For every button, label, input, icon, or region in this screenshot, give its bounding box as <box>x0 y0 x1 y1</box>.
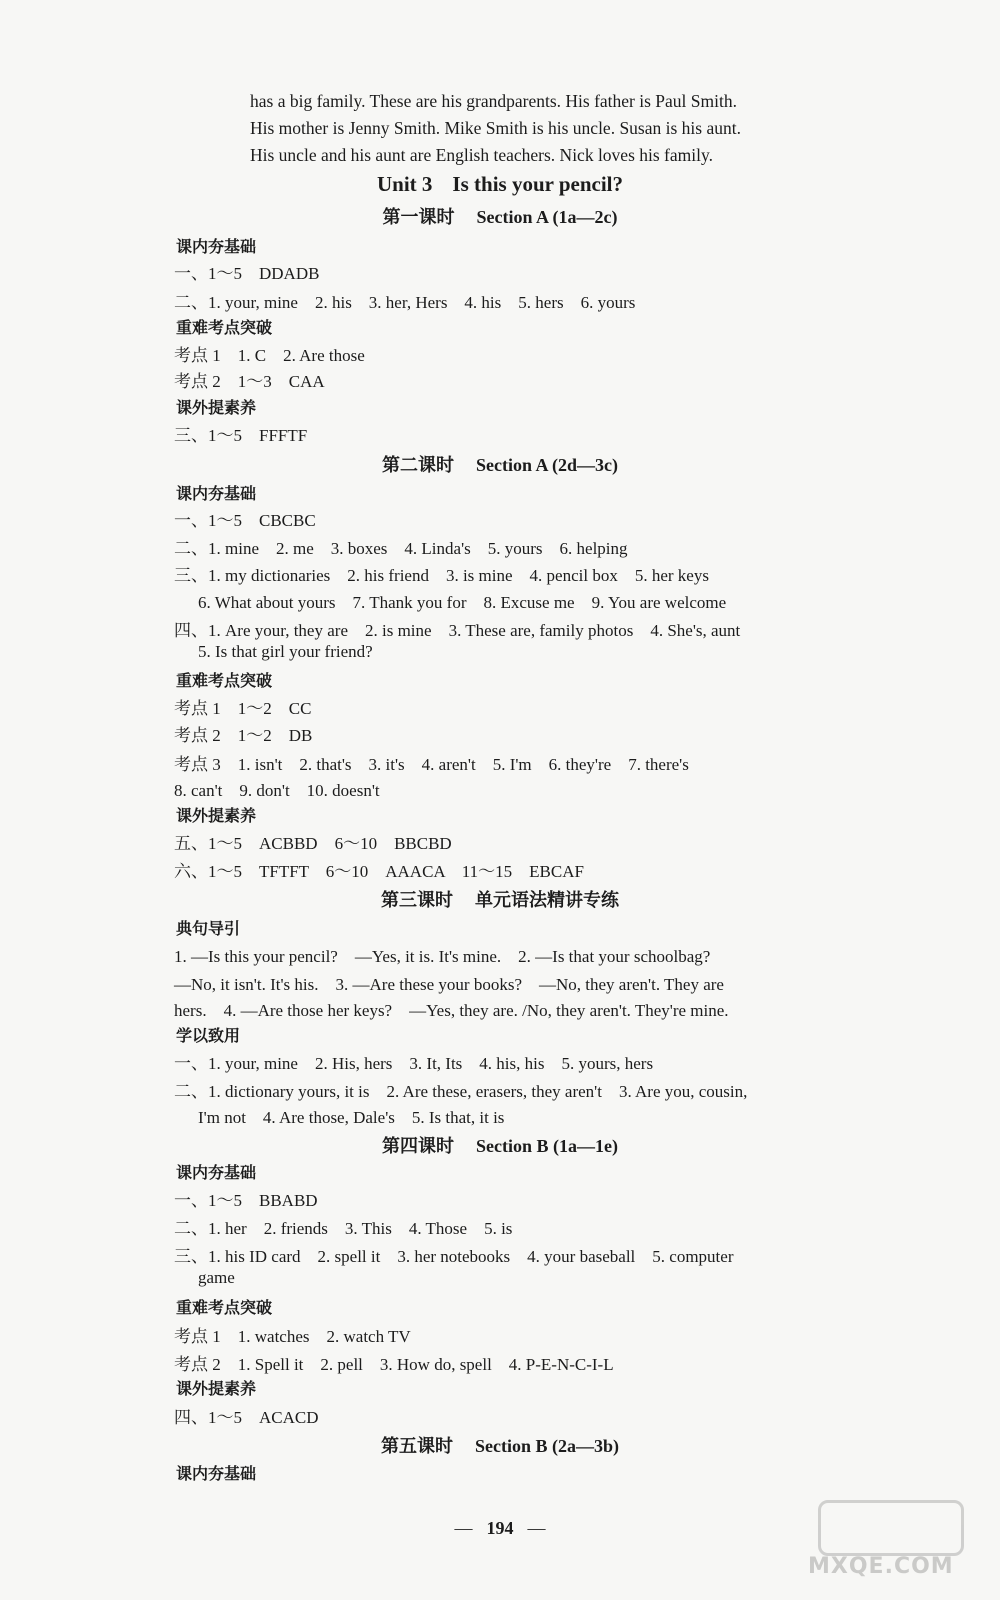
lesson-heading <box>0 1432 1000 1458</box>
lesson-title: Section B (1a—1e) <box>476 1136 618 1156</box>
unit-title <box>0 172 1000 197</box>
section-heading: 课外提素养 <box>176 806 257 825</box>
lesson-heading <box>0 1132 1000 1158</box>
section-heading: 课内夯基础 <box>176 1464 257 1483</box>
watermark-badge-icon <box>818 1500 964 1556</box>
answer-line: 考点 1 1. C 2. Are those <box>174 346 365 365</box>
lesson-heading <box>0 203 1000 229</box>
answer-line: 一、1～5 CBCBC <box>174 511 316 530</box>
section-heading: 课外提素养 <box>176 1379 257 1398</box>
section-heading: 课内夯基础 <box>176 484 257 503</box>
intro-paragraph <box>250 88 830 169</box>
section-heading: 学以致用 <box>176 1026 241 1045</box>
answer-line: 六、1～5 TFTFT 6～10 AAACA 11～15 EBCAF <box>174 862 584 881</box>
answer-line: 6. What about yours 7. Thank you for 8. Excuse me 9. You are welcome <box>198 593 727 612</box>
answer-line: 考点 2 1～3 CAA <box>174 372 325 391</box>
lesson-title: 单元语法精讲专练 <box>475 890 619 910</box>
page-number: — 194 — <box>454 1518 546 1538</box>
answer-line: 8. can't 9. don't 10. doesn't <box>174 781 380 800</box>
page-number-value: 194 <box>486 1518 514 1538</box>
answer-line: 一、1～5 BBABD <box>174 1191 318 1210</box>
lesson-heading <box>0 886 1000 912</box>
section-heading: 重难考点突破 <box>176 1298 273 1317</box>
answer-line: 考点 1 1～2 CC <box>174 699 312 718</box>
intro-line: His mother is Jenny Smith. Mike Smith is his uncle. Susan is his aunt. <box>250 118 741 138</box>
lesson-heading <box>0 451 1000 477</box>
section-heading: 重难考点突破 <box>176 671 273 690</box>
answer-line: 二、1. dictionary yours, it is 2. Are these, erasers, they aren't 3. Are you, cousin, <box>174 1082 748 1101</box>
lesson-tag: 第四课时 <box>382 1136 454 1156</box>
section-heading: 重难考点突破 <box>176 318 273 337</box>
lesson-tag: 第二课时 <box>382 455 454 475</box>
answer-line: hers. 4. —Are those her keys? —Yes, they are. /No, they aren't. They're mine. <box>174 1001 729 1020</box>
answer-line: 一、1. your, mine 2. His, hers 3. It, Its 4. his, his 5. yours, hers <box>174 1054 654 1073</box>
watermark-logo <box>798 1500 978 1590</box>
answer-line: 三、1～5 FFFTF <box>174 426 308 445</box>
answer-line: 考点 1 1. watches 2. watch TV <box>174 1327 411 1346</box>
answer-line: 四、1. Are your, they are 2. is mine 3. These are, family photos 4. She's, aunt <box>174 621 741 640</box>
answer-line: 二、1. mine 2. me 3. boxes 4. Linda's 5. yours 6. helping <box>174 539 628 558</box>
lesson-title: Section A (1a—2c) <box>476 207 618 227</box>
section-heading: 课外提素养 <box>176 398 257 417</box>
lesson-title: Section A (2d—3c) <box>476 455 618 475</box>
unit-name: Is this your pencil? <box>452 172 623 196</box>
answer-line: 四、1～5 ACACD <box>174 1408 319 1427</box>
watermark-text: MXQE.COM <box>808 1554 954 1579</box>
answer-line: —No, it isn't. It's his. 3. —Are these your books? —No, they aren't. They are <box>174 975 724 994</box>
answer-line: 五、1～5 ACBBD 6～10 BBCBD <box>174 834 452 853</box>
answer-line: 二、1. your, mine 2. his 3. her, Hers 4. his 5. hers 6. yours <box>174 293 636 312</box>
section-heading: 典句导引 <box>176 919 241 938</box>
section-heading: 课内夯基础 <box>176 237 257 256</box>
answer-line: 考点 3 1. isn't 2. that's 3. it's 4. aren't 5. I'm 6. they're 7. there's <box>174 755 689 774</box>
answer-line: game <box>198 1268 235 1287</box>
answer-line: 考点 2 1～2 DB <box>174 726 313 745</box>
answer-line: 5. Is that girl your friend? <box>198 642 373 661</box>
answer-line: 1. —Is this your pencil? —Yes, it is. It's mine. 2. —Is that your schoolbag? <box>174 947 711 966</box>
answer-line: 三、1. his ID card 2. spell it 3. her notebooks 4. your baseball 5. computer <box>174 1247 734 1266</box>
intro-line: has a big family. These are his grandparents. His father is Paul Smith. <box>250 91 737 111</box>
lesson-tag: 第三课时 <box>381 890 453 910</box>
section-heading: 课内夯基础 <box>176 1163 257 1182</box>
lesson-tag: 第一课时 <box>382 207 455 227</box>
answer-line: 二、1. her 2. friends 3. This 4. Those 5. is <box>174 1219 513 1238</box>
answer-line: I'm not 4. Are those, Dale's 5. Is that, it is <box>198 1108 505 1127</box>
intro-line: His uncle and his aunt are English teachers. Nick loves his family. <box>250 145 713 165</box>
answer-line: 考点 2 1. Spell it 2. pell 3. How do, spell 4. P-E-N-C-I-L <box>174 1355 614 1374</box>
lesson-title: Section B (2a—3b) <box>475 1436 619 1456</box>
lesson-tag: 第五课时 <box>381 1436 453 1456</box>
unit-number: Unit 3 <box>376 172 433 196</box>
answer-line: 一、1～5 DDADB <box>174 264 320 283</box>
answer-line: 三、1. my dictionaries 2. his friend 3. is mine 4. pencil box 5. her keys <box>174 566 709 585</box>
